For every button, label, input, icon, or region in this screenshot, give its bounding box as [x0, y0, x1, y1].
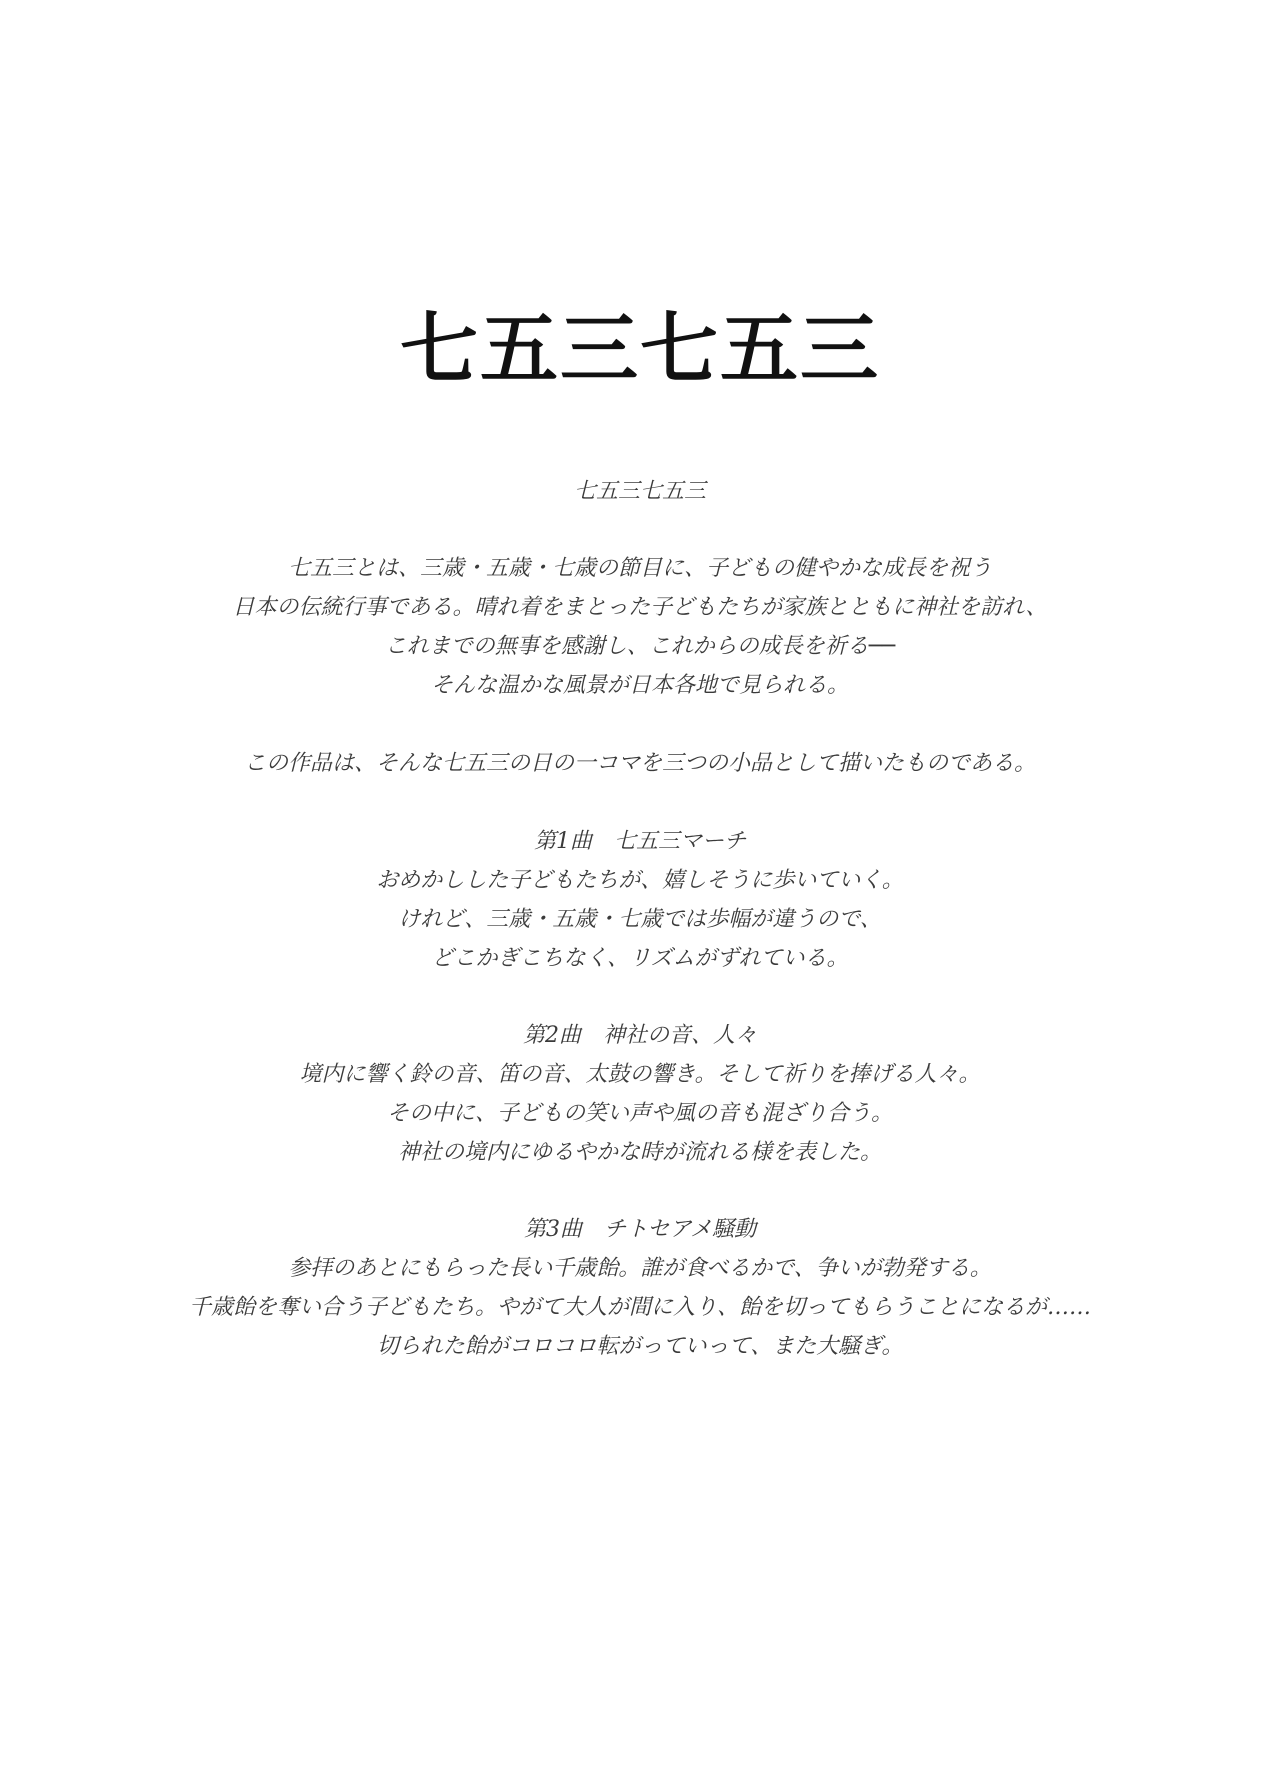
movement-line: 神社の境内にゆるやかな時が流れる様を表した。 — [397, 1140, 882, 1165]
movement-line: 切られた飴がコロコロ転がっていって、また大騒ぎ。 — [376, 1334, 904, 1359]
movement-heading: 第2曲 神社の音、人々 — [523, 1023, 757, 1048]
subtitle-text: 七五三七五三 — [573, 479, 706, 504]
movement-3 — [0, 1210, 1280, 1366]
intro-line: これまでの無事を感謝し、これからの成長を祈る── — [384, 634, 896, 659]
movement-1 — [0, 822, 1280, 978]
subtitle — [0, 472, 1280, 511]
movement-line: どこかぎこちなく、リズムがずれている。 — [431, 946, 849, 971]
movement-line: おめかしした子どもたちが、嬉しそうに歩いていく。 — [376, 868, 904, 893]
movement-heading: 第3曲 チトセアメ騒動 — [523, 1217, 757, 1242]
movement-line: 境内に響く鈴の音、笛の音、太鼓の響き。そして祈りを捧げる人々。 — [299, 1062, 981, 1087]
movement-heading: 第1曲 七五三マーチ — [534, 829, 746, 854]
intro-paragraph — [0, 549, 1280, 705]
movement-line: けれど、三歳・五歳・七歳では歩幅が違うので、 — [398, 907, 882, 932]
movement-line: その中に、子どもの笑い声や風の音も混ざり合う。 — [386, 1101, 893, 1126]
summary-line: この作品は、そんな七五三の日の一コマを三つの小品として描いたものである。 — [243, 751, 1036, 776]
intro-line: 七五三とは、三歳・五歳・七歳の節目に、子どもの健やかな成長を祝う — [287, 556, 992, 581]
movement-line: 千歳飴を奪い合う子どもたち。やがて大人が間に入り、飴を切ってもらうことになるが…… — [188, 1295, 1091, 1320]
movement-line: 参拝のあとにもらった長い千歳飴。誰が食べるかで、争いが勃発する。 — [288, 1256, 992, 1281]
summary-paragraph — [0, 744, 1280, 783]
page-title: 七五三七五三 — [399, 304, 880, 395]
intro-line: そんな温かな風景が日本各地で見られる。 — [430, 673, 849, 698]
movement-2 — [0, 1016, 1280, 1172]
intro-line: 日本の伝統行事である。晴れ着をまとった子どもたちが家族とともに神社を訪れ、 — [232, 595, 1048, 620]
